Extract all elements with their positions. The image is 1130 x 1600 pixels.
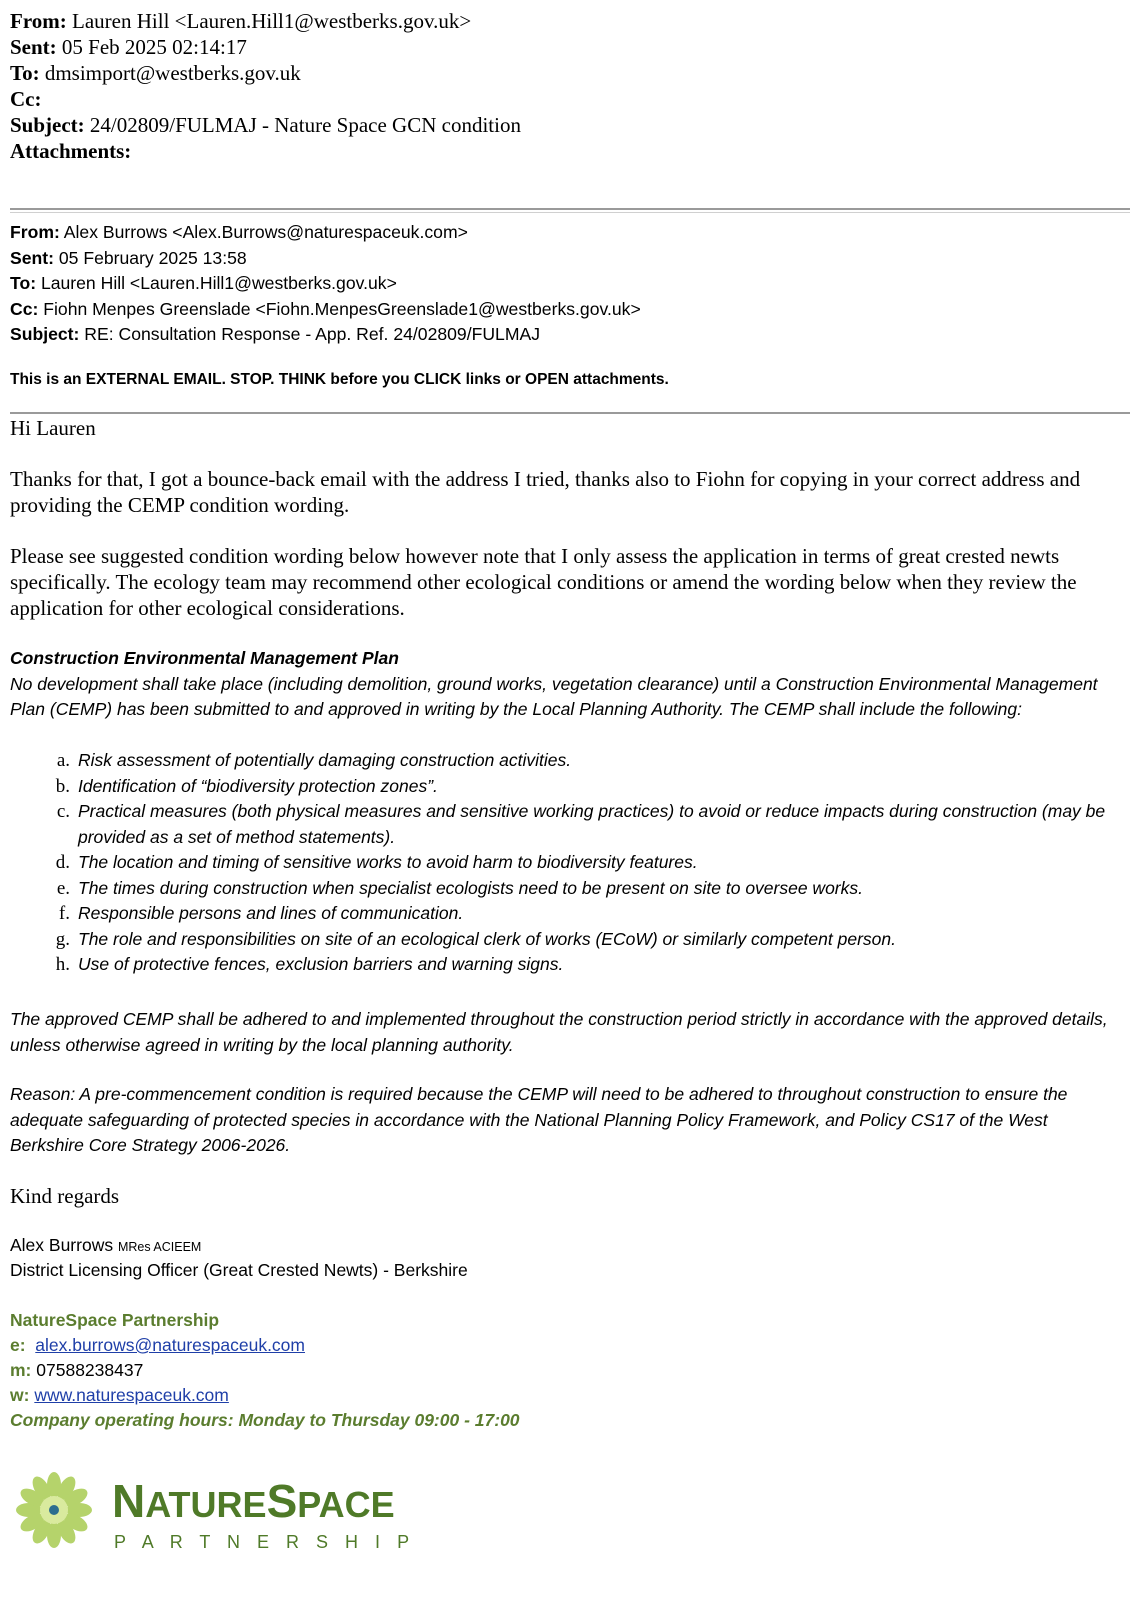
- body-paragraph-2: Please see suggested condition wording below however note that I only assess the application in terms of great crested newts specifically. The ecology team may recommend other ecological conditions or amend the wording below when they review the application for other ecological considerations.: [10, 544, 1077, 620]
- adherence-paragraph: The approved CEMP shall be adhered to and implemented throughout the construction period strictly in accordance with the approved details, unless otherwise agreed in writing by the local planning authority.: [10, 1009, 1108, 1055]
- signature-mobile: 07588238437: [36, 1360, 144, 1380]
- signature-email-row: e: alex.burrows@naturespaceuk.com: [10, 1335, 305, 1355]
- reason-paragraph: Reason: A pre-commencement condition is required because the CEMP will need to be adhered to throughout construction to ensure the adequate safeguarding of protected species in accordance with the National Planning Policy Framework, and Policy CS17 of the West Berkshire Core Strategy 2006-2026.: [10, 1084, 1068, 1155]
- condition-title: Construction Environmental Management Plan: [10, 648, 399, 668]
- signature-name-row: [10, 1233, 201, 1260]
- list-item: c. Practical measures (both physical measures and sensitive working practices) to avoid or reduce impacts during construction (may be provided as a set of method statements).: [48, 799, 1128, 850]
- signature-mobile-row: m: 07588238437: [10, 1360, 144, 1380]
- outer-attachments-row: Attachments:: [10, 139, 132, 163]
- fwd-cc-value: Fiohn Menpes Greenslade <Fiohn.MenpesGreenslade1@westberks.gov.uk>: [43, 298, 641, 319]
- fwd-subject-row: Subject: RE: Consultation Response - App. Ref. 24/02809/FULMAJ: [10, 324, 541, 344]
- signature-credentials: MRes ACIEEM: [117, 1240, 202, 1254]
- fwd-cc-row: Cc: Fiohn Menpes Greenslade <Fiohn.MenpesGreenslade1@westberks.gov.uk>: [10, 298, 641, 319]
- outer-subject-value: 24/02809/FULMAJ - Nature Space GCN condition: [89, 113, 521, 137]
- list-marker: h.: [55, 954, 70, 975]
- list-item: g. The role and responsibilities on site of an ecological clerk of works (ECoW) or similarly competent person.: [48, 927, 1128, 953]
- signature-email-link[interactable]: alex.burrows@naturespaceuk.com: [35, 1335, 305, 1355]
- outer-subject-row: Subject: 24/02809/FULMAJ - Nature Space GCN condition: [10, 113, 521, 137]
- signature-role: District Licensing Officer (Great Crested Newts) - Berkshire: [10, 1260, 468, 1280]
- greeting: Hi Lauren: [10, 416, 96, 440]
- sign-off: Kind regards: [10, 1184, 120, 1208]
- list-marker: a.: [56, 750, 70, 771]
- fwd-subject-value: RE: Consultation Response - App. Ref. 24/02809/FULMAJ: [84, 324, 541, 344]
- naturespace-logo: [14, 1466, 444, 1566]
- warning-divider: [10, 412, 1130, 414]
- fwd-to-row: To: Lauren Hill <Lauren.Hill1@westberks.gov.uk>: [10, 273, 397, 293]
- list-marker: c.: [56, 801, 70, 822]
- outer-sent-value: 05 Feb 2025 02:14:17: [61, 35, 247, 59]
- list-marker: b.: [55, 775, 70, 797]
- condition-list: [48, 748, 1128, 978]
- fwd-from-value: Alex Burrows <Alex.Burrows@naturespaceuk.com>: [63, 222, 468, 242]
- outer-from-value: Lauren Hill <Lauren.Hill1@westberks.gov.uk>: [72, 9, 472, 33]
- list-marker: g.: [55, 928, 70, 950]
- list-item: e. The times during construction when specialist ecologists need to be present on site to oversee works.: [48, 876, 1128, 902]
- outer-from-row: From: Lauren Hill <Lauren.Hill1@westberks.gov.uk>: [10, 9, 472, 33]
- list-item: b. Identification of “biodiversity protection zones”.: [48, 774, 1128, 800]
- list-marker: d.: [55, 852, 70, 873]
- list-item: h. Use of protective fences, exclusion barriers and warning signs.: [48, 952, 1128, 978]
- signature-web-row: w: www.naturespaceuk.com: [10, 1385, 229, 1405]
- list-item: a. Risk assessment of potentially damaging construction activities.: [48, 748, 1128, 774]
- outer-to-row: To: dmsimport@westberks.gov.uk: [10, 61, 301, 85]
- outer-sent-row: Sent: 05 Feb 2025 02:14:17: [10, 35, 247, 59]
- signature-hours: Company operating hours: Monday to Thursday 09:00 - 17:00: [10, 1410, 520, 1430]
- condition-intro: No development shall take place (including demolition, ground works, vegetation clearance) until a Construction Environmental Management Plan (CEMP) has been submitted to and approved in writing by the Local Planning Authority. The CEMP shall include the following:: [10, 673, 1098, 719]
- fwd-sent-row: Sent: 05 February 2025 13:58: [10, 247, 247, 268]
- outer-email-header: [10, 8, 521, 164]
- signature-name: Alex Burrows: [10, 1235, 114, 1255]
- logo-subtitle: P A R T N E R S H I P: [114, 1532, 416, 1552]
- list-marker: e.: [56, 877, 70, 899]
- external-email-warning: This is an EXTERNAL EMAIL. STOP. THINK before you CLICK links or OPEN attachments.: [10, 371, 669, 388]
- outer-to-value: dmsimport@westberks.gov.uk: [44, 61, 301, 85]
- logo-wordmark: NATURESPACE: [112, 1475, 395, 1527]
- list-item: d. The location and timing of sensitive works to avoid harm to biodiversity features.: [48, 850, 1128, 876]
- list-marker: f.: [58, 903, 70, 924]
- forwarded-email-header: [10, 220, 641, 348]
- fwd-to-value: Lauren Hill <Lauren.Hill1@westberks.gov.uk>: [40, 273, 397, 293]
- outer-cc-row: Cc:: [10, 87, 42, 111]
- body-paragraph-1: Thanks for that, I got a bounce-back email with the address I tried, thanks also to Fiohn for copying in your correct address and providing the CEMP condition wording.: [10, 467, 1081, 517]
- condition-block: [10, 646, 1125, 723]
- header-divider: [10, 208, 1130, 213]
- fwd-sent-value: 05 February 2025 13:58: [58, 247, 247, 268]
- signature-org: NatureSpace Partnership: [10, 1310, 220, 1330]
- list-item: f. Responsible persons and lines of communication.: [48, 901, 1128, 927]
- signature-web-link[interactable]: www.naturespaceuk.com: [34, 1385, 229, 1405]
- fwd-from-row: From: Alex Burrows <Alex.Burrows@naturespaceuk.com>: [10, 222, 468, 242]
